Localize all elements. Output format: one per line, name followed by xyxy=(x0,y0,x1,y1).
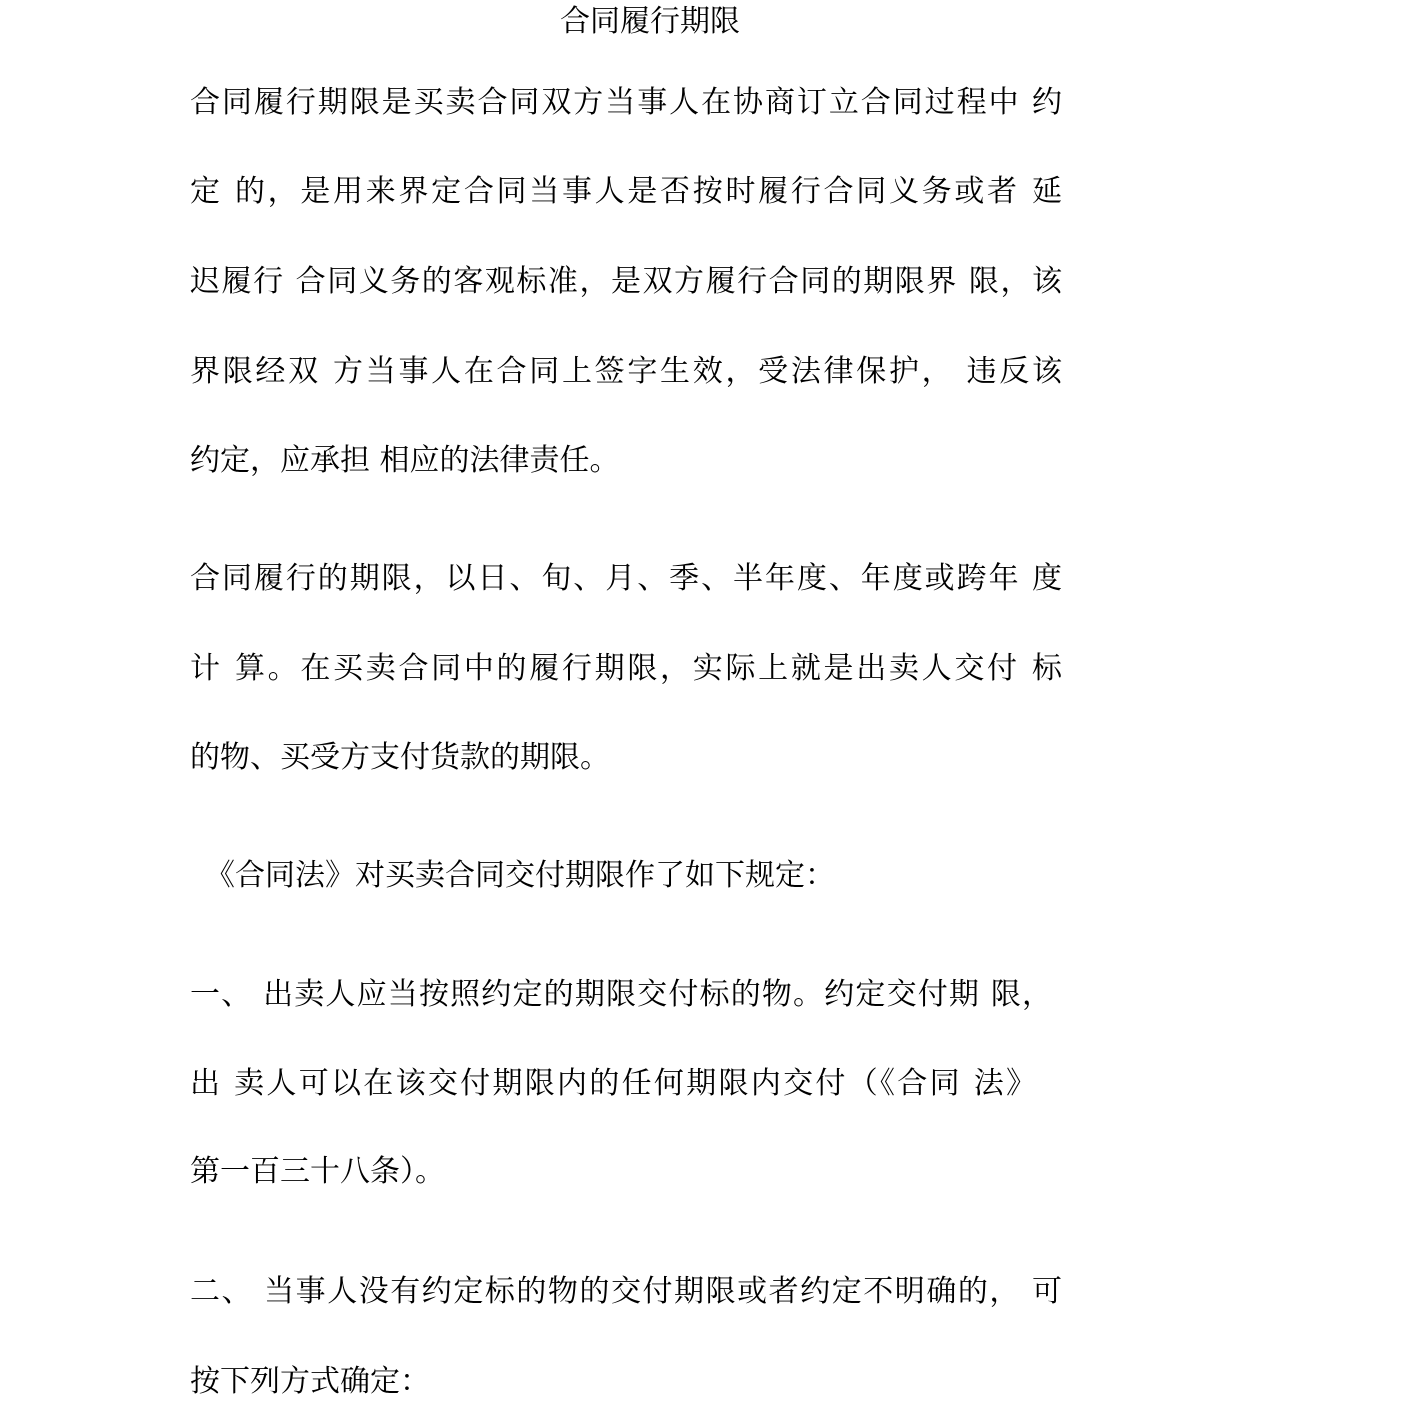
paragraph-5-line-1: 二、 当事人没有约定标的物的交付期限或者约定不明确的， 可 xyxy=(190,1274,1062,1309)
paragraph-4-line-3: 第一百三十八条）。 xyxy=(190,1154,445,1189)
paragraph-5-line-2: 按下列方式确定： xyxy=(190,1364,430,1399)
paragraph-1-line-1: 合同履行期限是买卖合同双方当事人在协商订立合同过程中 约 xyxy=(190,85,1062,120)
paragraph-1-line-4: 界限经双 方当事人在合同上签字生效，受法律保护， 违反该 xyxy=(190,354,1062,389)
paragraph-2-line-2: 计 算。在买卖合同中的履行期限，实际上就是出卖人交付 标 xyxy=(190,651,1062,686)
paragraph-1-line-2: 定 的，是用来界定合同当事人是否按时履行合同义务或者 延 xyxy=(190,174,1062,209)
paragraph-2-line-1: 合同履行的期限，以日、旬、月、季、半年度、年度或跨年 度 xyxy=(190,561,1062,596)
document-title: 合同履行期限 xyxy=(560,4,740,39)
paragraph-1-line-3: 迟履行 合同义务的客观标准，是双方履行合同的期限界 限，该 xyxy=(190,264,1062,299)
paragraph-4-line-2: 出 卖人可以在该交付期限内的任何期限内交付（《合同 法》 xyxy=(190,1066,1036,1101)
paragraph-1-line-5: 约定，应承担 相应的法律责任。 xyxy=(190,443,620,478)
paragraph-3-line-1: 《合同法》对买卖合同交付期限作了如下规定： xyxy=(205,858,835,893)
paragraph-2-line-3: 的物、买受方支付货款的期限。 xyxy=(190,740,610,775)
paragraph-4-line-1: 一、 出卖人应当按照约定的期限交付标的物。约定交付期 限， xyxy=(190,977,1052,1012)
